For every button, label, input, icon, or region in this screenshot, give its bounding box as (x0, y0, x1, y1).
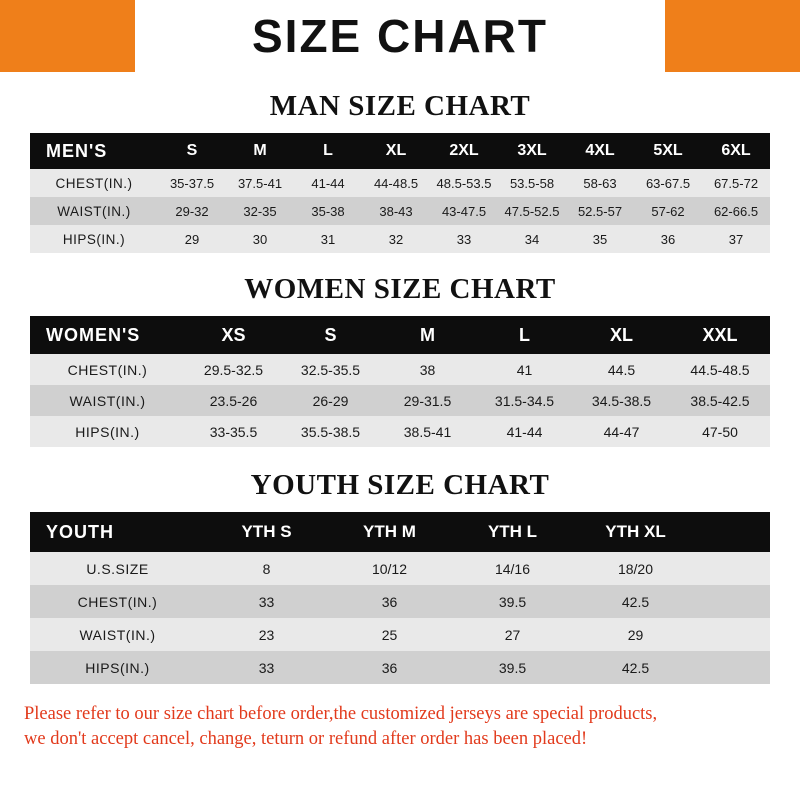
column-header: 6XL (721, 142, 751, 159)
row-label: U.S.SIZE (86, 560, 149, 577)
page-title: SIZE CHART (252, 10, 548, 62)
table-cell: 35 (592, 231, 608, 247)
column-header: L (519, 324, 530, 345)
table-cell-spacer (697, 585, 770, 618)
table-cell: 32.5-35.5 (300, 361, 361, 378)
column-header: WOMEN'S (46, 324, 141, 345)
table-cell: 38.5-41 (403, 423, 452, 440)
table-cell: 38-43 (379, 203, 413, 219)
youth-size-table (30, 512, 770, 684)
table-header-row (30, 316, 770, 354)
row-label: WAIST(IN.) (57, 203, 131, 219)
footer-note-line-1: Please refer to our size chart before order,the customized jerseys are special products, (24, 704, 658, 724)
table-cell: 27 (504, 626, 521, 643)
table-cell: 29 (184, 231, 200, 247)
table-cell: 44-48.5 (373, 175, 419, 191)
table-cell: 36 (660, 231, 676, 247)
table-cell: 57-62 (651, 203, 685, 219)
column-header: 3XL (517, 142, 547, 159)
row-label: HIPS(IN.) (75, 423, 140, 440)
table-cell: 29 (627, 626, 644, 643)
table-cell: 32-35 (243, 203, 277, 219)
column-header: L (323, 142, 333, 159)
table-cell: 26-29 (312, 392, 349, 409)
table-cell-spacer (697, 618, 770, 651)
table-cell: 35-38 (311, 203, 345, 219)
table-row (30, 169, 770, 197)
table-row (30, 552, 770, 585)
row-label: CHEST(IN.) (67, 361, 148, 378)
women-section-title: WOMEN SIZE CHART (244, 273, 556, 305)
men-section-title: MAN SIZE CHART (269, 90, 531, 122)
table-row (30, 618, 770, 651)
table-cell: 30 (252, 231, 268, 247)
column-header: M (253, 142, 267, 159)
column-header: 4XL (585, 142, 615, 159)
table-cell: 39.5 (498, 659, 527, 676)
table-cell: 41 (516, 361, 533, 378)
column-header: S (324, 324, 337, 345)
column-header: YTH XL (605, 522, 666, 541)
table-cell: 33 (258, 659, 275, 676)
table-cell: 37 (728, 231, 744, 247)
column-header: XL (385, 142, 407, 159)
table-cell: 14/16 (494, 560, 531, 577)
column-header: YTH L (487, 522, 538, 541)
table-cell: 32 (388, 231, 404, 247)
header-banner (0, 0, 800, 72)
table-cell: 29-32 (175, 203, 209, 219)
table-cell: 23 (258, 626, 275, 643)
column-header-spacer (697, 512, 770, 552)
column-header: MEN'S (46, 140, 108, 161)
column-header: XXL (702, 324, 738, 345)
table-cell: 38 (419, 361, 436, 378)
youth-section-title: YOUTH SIZE CHART (250, 469, 550, 501)
table-cell: 25 (381, 626, 398, 643)
row-label: CHEST(IN.) (77, 593, 158, 610)
row-label: CHEST(IN.) (55, 175, 133, 191)
men-size-table (30, 133, 770, 253)
column-header: YOUTH (46, 521, 114, 542)
column-header: M (420, 324, 435, 345)
table-cell: 41-44 (506, 423, 543, 440)
table-cell: 18/20 (617, 560, 654, 577)
table-cell: 36 (381, 593, 398, 610)
table-cell: 37.5-41 (237, 175, 283, 191)
table-cell: 47-50 (702, 423, 738, 440)
table-cell: 47.5-52.5 (504, 203, 560, 219)
table-cell: 42.5 (621, 659, 650, 676)
table-row (30, 585, 770, 618)
table-row (30, 416, 770, 447)
column-header: XL (609, 324, 633, 345)
table-cell: 29.5-32.5 (203, 361, 264, 378)
table-cell: 10/12 (371, 560, 408, 577)
table-cell: 31.5-34.5 (494, 392, 555, 409)
table-cell: 23.5-26 (209, 392, 258, 409)
table-cell: 63-67.5 (645, 175, 691, 191)
women-size-table (30, 316, 770, 447)
column-header: YTH S (241, 522, 292, 541)
table-row (30, 354, 770, 385)
column-header: XS (221, 324, 246, 345)
table-cell: 34.5-38.5 (591, 392, 652, 409)
row-label: WAIST(IN.) (79, 626, 156, 643)
table-header-row (30, 512, 770, 552)
table-cell: 62-66.5 (713, 203, 759, 219)
table-cell: 48.5-53.5 (436, 175, 492, 191)
table-cell-spacer (697, 552, 770, 585)
table-cell: 29-31.5 (403, 392, 452, 409)
table-cell: 44.5 (607, 361, 636, 378)
table-row (30, 197, 770, 225)
table-cell: 38.5-42.5 (690, 392, 750, 409)
table-cell: 35-37.5 (169, 175, 215, 191)
table-cell: 53.5-58 (509, 175, 555, 191)
table-cell: 8 (262, 560, 271, 577)
table-cell: 67.5-72 (713, 175, 759, 191)
table-cell: 58-63 (583, 175, 617, 191)
table-cell: 35.5-38.5 (300, 423, 361, 440)
table-cell: 43-47.5 (441, 203, 487, 219)
table-row (30, 225, 770, 253)
table-cell: 33 (258, 593, 275, 610)
column-header: S (186, 142, 198, 159)
table-header-row (30, 133, 770, 169)
column-header: 2XL (449, 142, 479, 159)
column-header: 5XL (653, 142, 683, 159)
table-row (30, 385, 770, 416)
table-row (30, 651, 770, 684)
table-cell-spacer (697, 651, 770, 684)
column-header: YTH M (363, 522, 416, 541)
table-cell: 39.5 (498, 593, 527, 610)
table-cell: 44.5-48.5 (690, 361, 750, 378)
row-label: WAIST(IN.) (69, 392, 146, 409)
table-cell: 42.5 (621, 593, 650, 610)
table-cell: 33-35.5 (209, 423, 258, 440)
row-label: HIPS(IN.) (62, 231, 126, 247)
row-label: HIPS(IN.) (85, 659, 150, 676)
footer-note-line-2: we don't accept cancel, change, teturn or refund after order has been placed! (24, 728, 588, 749)
table-cell: 44-47 (603, 423, 640, 440)
table-cell: 41-44 (311, 175, 345, 191)
table-cell: 33 (456, 231, 472, 247)
table-cell: 36 (381, 659, 398, 676)
footer-note (24, 702, 776, 752)
table-cell: 52.5-57 (577, 203, 623, 219)
table-cell: 34 (524, 231, 540, 247)
table-cell: 31 (320, 231, 336, 247)
